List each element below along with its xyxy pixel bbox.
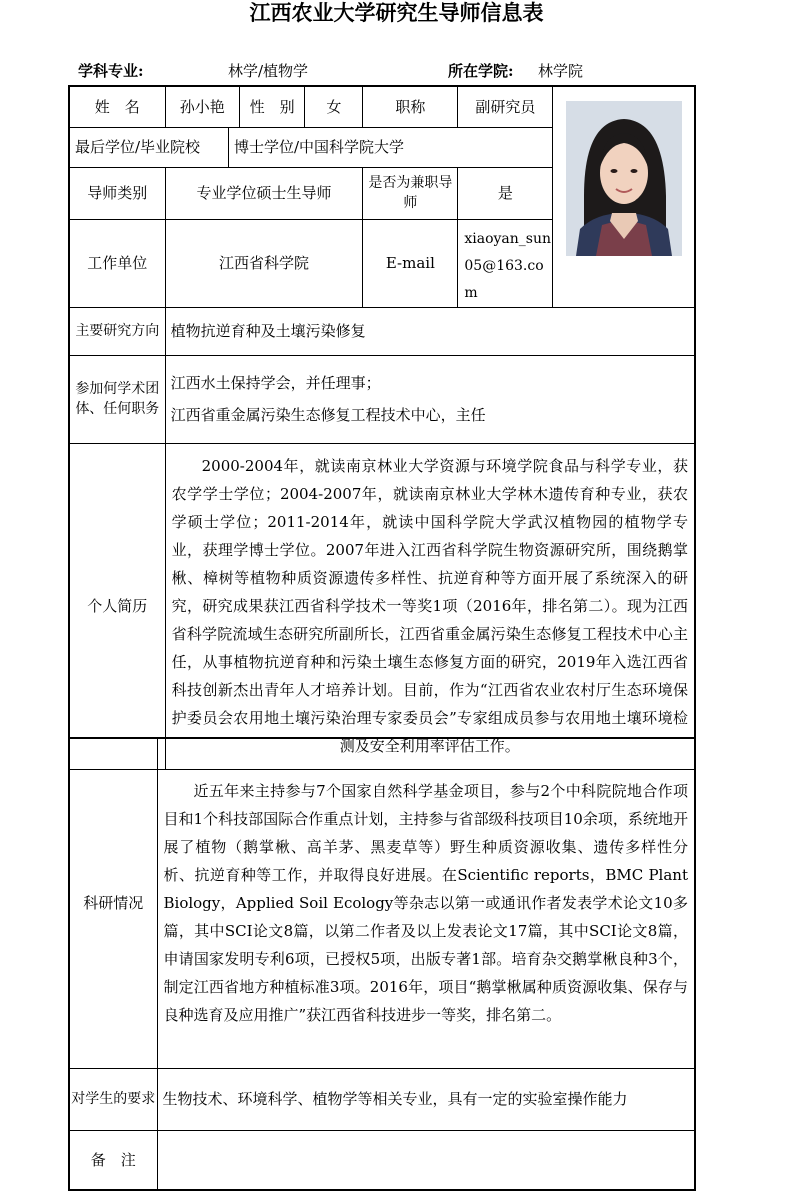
major-value: 林学/植物学 <box>228 62 309 80</box>
college-label: 所在学院: <box>448 62 514 80</box>
bio-text: 2000-2004年，就读南京林业大学资源与环境学院食品与科学专业，获农学学士学位；2004-2007年，就读南京林业大学林木遗传育种专业，获农学硕士学位；2011-2014年，就读中国科学院大学武汉植物园的植物学专业，获理学博士学位。2007年进入江西省科学院生物资源研究所，围绕鹅掌楸、樟树等植物种质资源遗传多样性、抗逆育种等方面开展了系统深入的研究，研究成果获江西省科学技术一等奖1项（2016年，排名第二）。现为江西省科学院流域生态研究所副所长，江西省重金属污染生态修复工程技术中心主任，从事植物抗逆育种和污染土壤生态修复方面的研究，2019年入选江西省科技创新杰出青年人才培养计划。目前，作为“江西省农业农村厅生态环境保护委员会农用地土壤污染治理专家委员会”专家组成员参与农用地土壤环境检测及安全利用率评估工作。 <box>165 443 695 769</box>
portrait-photo <box>566 101 682 256</box>
title-value: 副研究员 <box>458 86 553 127</box>
type-value: 专业学位硕士生导师 <box>165 167 363 219</box>
type-label: 导师类别 <box>69 167 165 219</box>
page-title: 江西农业大学研究生导师信息表 <box>249 0 544 25</box>
unit-value: 江西省科学院 <box>165 219 363 307</box>
gender-value: 女 <box>305 86 363 127</box>
title-label: 职称 <box>363 86 458 127</box>
college-value: 林学院 <box>538 62 584 80</box>
portrait-image <box>566 101 682 256</box>
direction-label: 主要研究方向 <box>69 307 165 355</box>
profile-table <box>68 85 696 770</box>
parttime-label: 是否为兼职导师 <box>363 167 458 219</box>
name-value: 孙小艳 <box>165 86 239 127</box>
degree-label: 最后学位/毕业院校 <box>69 127 228 167</box>
remarks-value <box>157 1130 695 1190</box>
email-label: E-mail <box>363 219 458 307</box>
direction-value: 植物抗逆育种及土壤污染修复 <box>165 307 695 355</box>
requirements-label: 对学生的要求 <box>69 1068 157 1130</box>
research-text: 近五年来主持参与7个国家自然科学基金项目，参与2个中科院院地合作项目和1个科技部国际合作重点计划，主持参与省部级科技项目10余项，系统地开展了植物（鹅掌楸、高羊茅、黑麦草等）野生种质资源收集、遗传多样性分析、抗逆育种等工作，并取得良好进展。在Scientific reports，BMC Plant Biology，Applied Soil Ecology等杂志以第一或通讯作者发表学术论文10多篇，其中SCI论文8篇，以第二作者及以上发表论文17篇，其中SCI论文8篇，申请国家发明专利6项，已授权5项，出版专著1部。培育杂交鹅掌楸良种3个，制定江西省地方种植标准3项。2016年，项目“鹅掌楸属种质资源收集、保存与良种选育及应用推广”获江西省科技进步一等奖，排名第二。 <box>157 738 695 1068</box>
photo-cell <box>553 86 695 307</box>
org-line-1: 江西水土保持学会，并任理事； <box>170 374 381 392</box>
email-value: xiaoyan_sun05@163.com <box>458 219 553 307</box>
name-label: 姓 名 <box>69 86 165 127</box>
bio-label: 个人简历 <box>69 443 165 769</box>
major-label: 学科专业: <box>78 62 144 80</box>
unit-label: 工作单位 <box>69 219 165 307</box>
degree-value: 博士学位/中国科学院大学 <box>228 127 552 167</box>
org-label: 参加何学术团体、任何职务 <box>69 355 165 443</box>
research-table <box>68 737 696 1191</box>
requirements-value: 生物技术、环境科学、植物学等相关专业，具有一定的实验室操作能力 <box>157 1068 695 1130</box>
org-value <box>165 355 695 443</box>
parttime-value: 是 <box>458 167 553 219</box>
research-label: 科研情况 <box>69 738 157 1068</box>
remarks-label: 备 注 <box>69 1130 157 1190</box>
org-line-2: 江西省重金属污染生态修复工程技术中心，主任 <box>170 406 486 424</box>
gender-label: 性 别 <box>239 86 305 127</box>
